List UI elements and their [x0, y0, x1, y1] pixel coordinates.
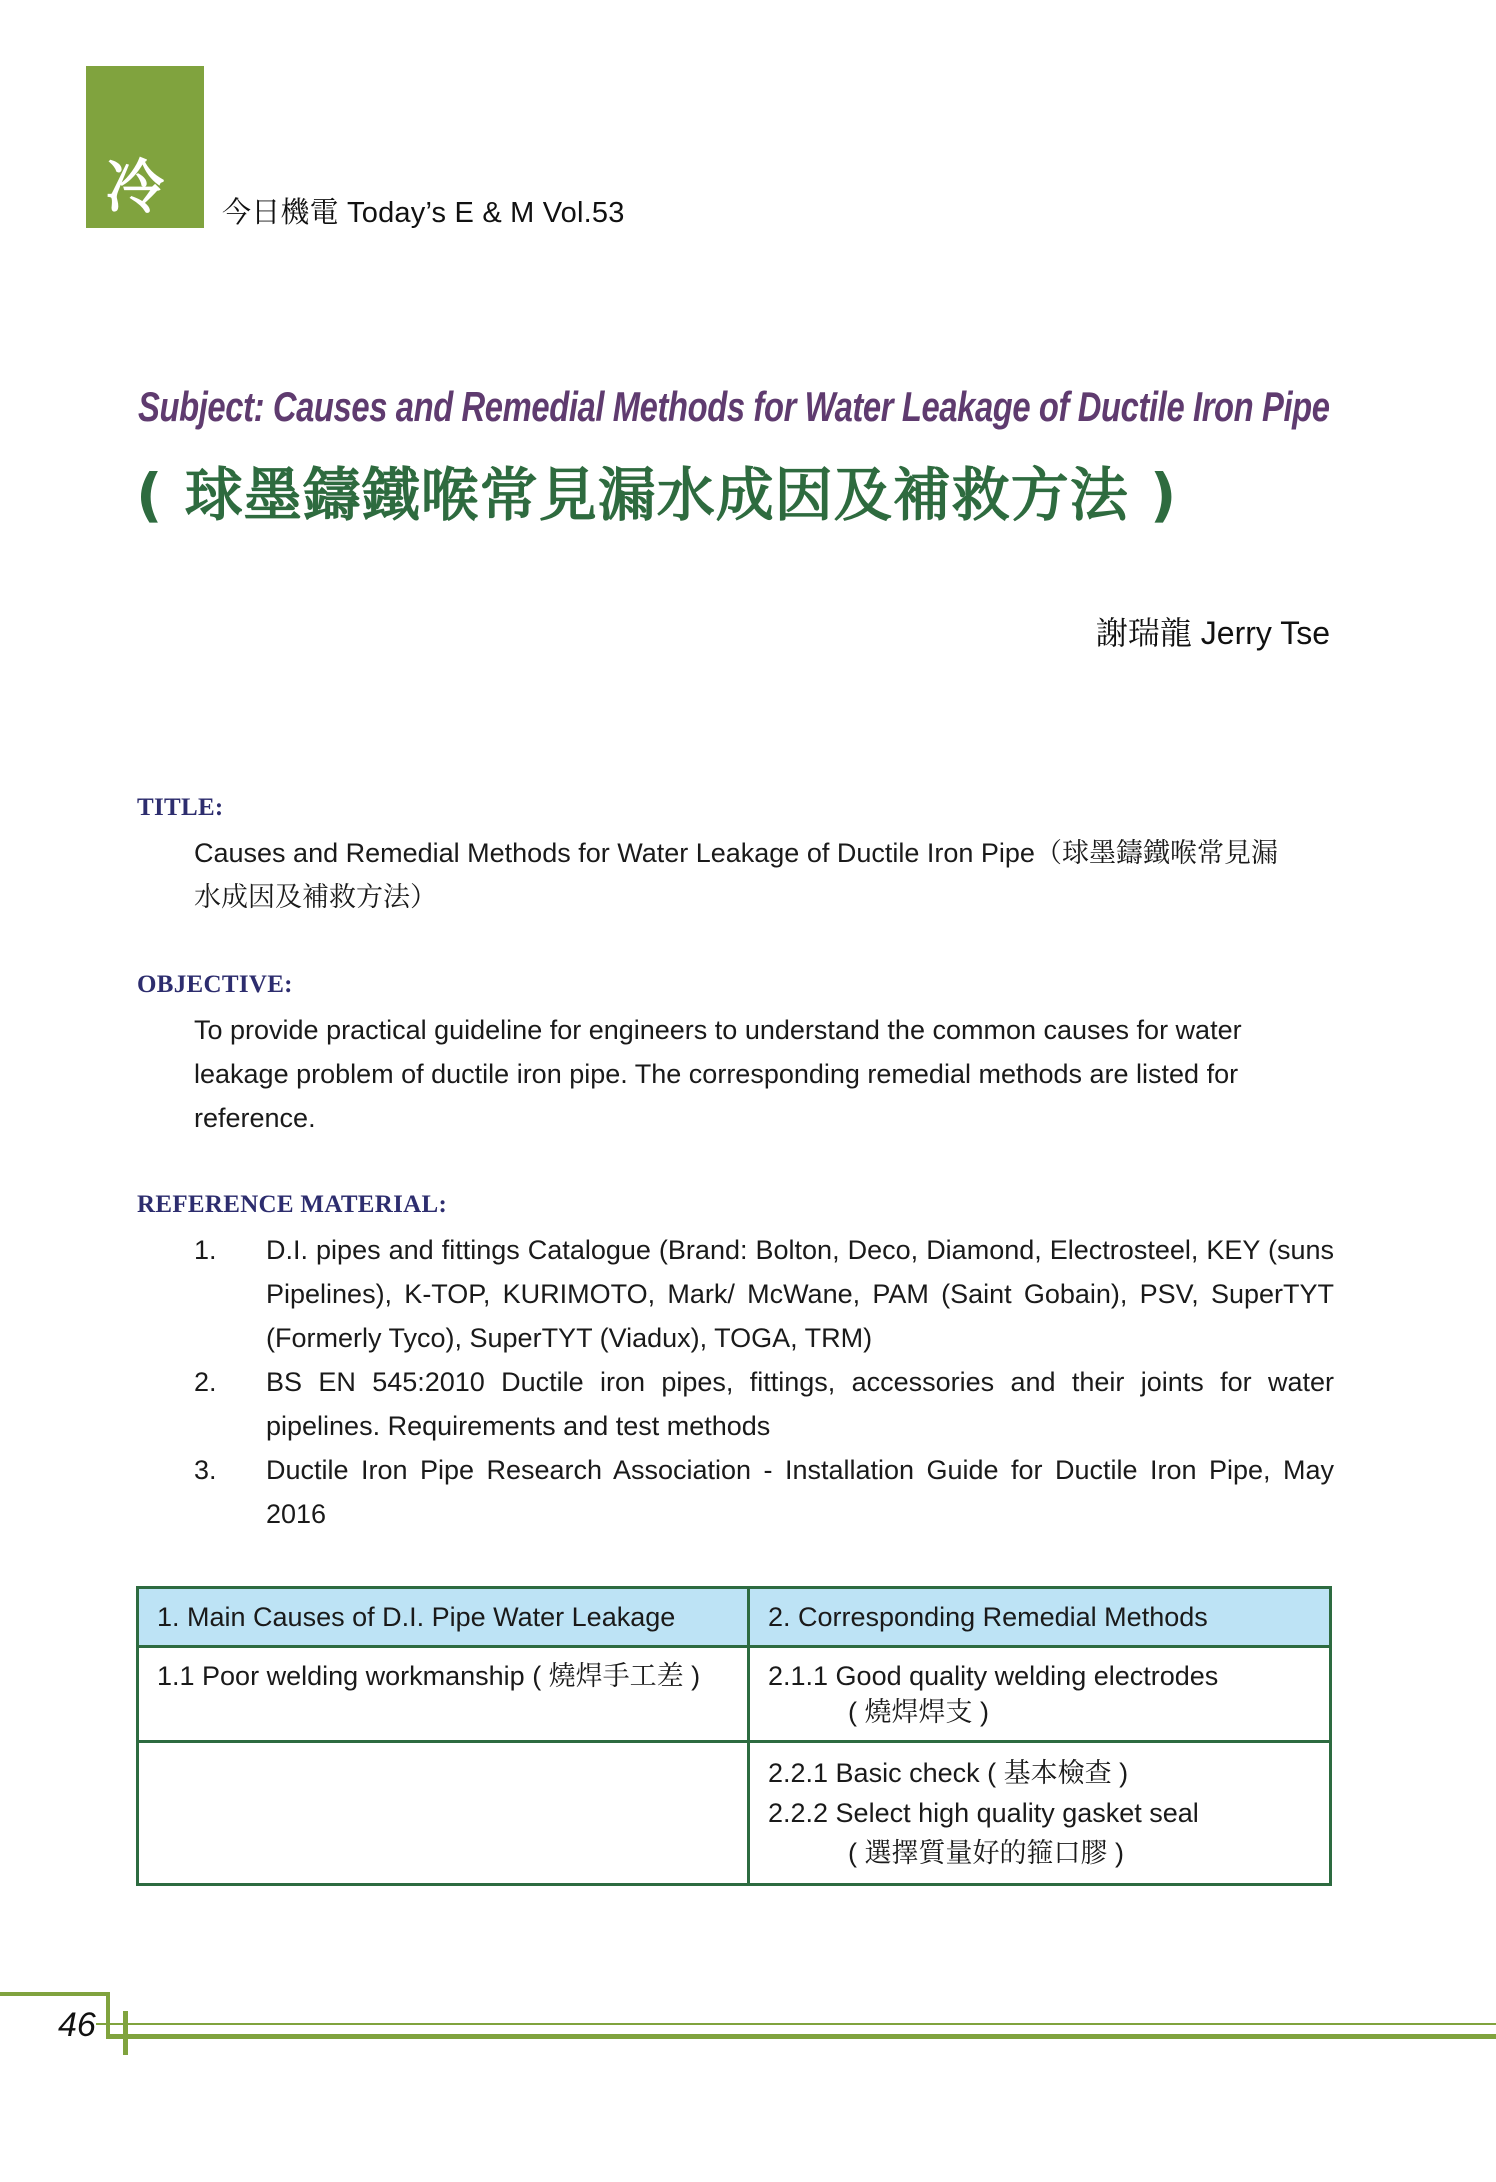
reference-text: D.I. pipes and fittings Catalogue (Brand: Bolton, Deco, Diamond, Electrosteel, KEY (suns Pipelines), K-TOP, KURIMOTO, Mark/ McWane, PAM (Saint Gobain), PSV, SuperTYT (Formerly Tyco), SuperTYT (Viadux), TOGA, TRM) — [266, 1235, 1334, 1353]
remedy-cell — [749, 1647, 1331, 1742]
author-byline — [1096, 608, 1330, 654]
footer-rule-corner — [106, 1992, 110, 2038]
title-heading: TITLE: — [137, 794, 224, 821]
objective-heading: OBJECTIVE: — [137, 971, 293, 998]
objective-text: To provide practical guideline for engineers to understand the common causes for water leakage problem of ductile iron pipe. The corresponding remedial methods are listed for reference. — [194, 1015, 1242, 1133]
section-glyph: 冷 — [106, 153, 165, 221]
footer-rule-top — [0, 1992, 110, 1996]
author-english-name: Jerry Tse — [1200, 615, 1330, 651]
subject-title-chinese: ( 球墨鑄鐵喉常見漏水成因及補救方法 ) — [136, 461, 1178, 529]
cause-cell — [138, 1742, 749, 1885]
subject-title-english: Subject: Causes and Remedial Methods for Water Leakage of Ductile Iron Pipe — [138, 383, 1330, 430]
remedy-item-chinese: ( 燒焊焊支 ) — [848, 1697, 989, 1727]
remedy-cell — [749, 1742, 1331, 1885]
page-number: 46 — [58, 2006, 96, 2044]
table-row — [138, 1647, 1331, 1742]
title-text-line1: Causes and Remedial Methods for Water Leakage of Ductile Iron Pipe（球墨鑄鐵喉常見漏 — [194, 838, 1278, 868]
remedy-item: 2.2.2 Select high quality gasket seal — [768, 1798, 1199, 1828]
reference-item — [194, 1360, 1334, 1448]
reference-number: 3. — [194, 1455, 217, 1485]
title-text-line2: 水成因及補救方法） — [194, 882, 437, 912]
remedy-item: 2.2.1 Basic check ( 基本檢查 ) — [768, 1758, 1129, 1788]
header-remedial-methods: 2. Corresponding Remedial Methods — [749, 1588, 1331, 1647]
author-chinese-name: 謝瑞龍 — [1095, 615, 1192, 651]
remedy-item-chinese: ( 選擇質量好的箍口膠 ) — [848, 1838, 1124, 1868]
reference-text: Ductile Iron Pipe Research Association - Installation Guide for Ductile Iron Pipe, May 2016 — [266, 1455, 1334, 1529]
section-tab-block — [86, 66, 204, 228]
reference-number: 1. — [194, 1235, 217, 1265]
footer-tick-mark — [123, 2011, 128, 2055]
table-header-row — [138, 1588, 1331, 1647]
reference-item — [194, 1448, 1334, 1536]
causes-remedies-table — [136, 1586, 1332, 1886]
cause-cell: 1.1 Poor welding workmanship ( 燒焊手工差 ) — [138, 1647, 749, 1742]
reference-heading: REFERENCE MATERIAL: — [137, 1191, 448, 1218]
reference-list — [194, 1228, 1334, 1536]
reference-item — [194, 1228, 1334, 1360]
table-row — [138, 1742, 1331, 1885]
header-main-causes: 1. Main Causes of D.I. Pipe Water Leakage — [138, 1588, 749, 1647]
magazine-title: 今日機電 Today’s E & M Vol.53 — [222, 197, 625, 229]
remedy-item: 2.1.1 Good quality welding electrodes — [768, 1661, 1219, 1691]
footer-rule-thin — [96, 2023, 1496, 2025]
reference-text: BS EN 545:2010 Ductile iron pipes, fittings, accessories and their joints for water pipelines. Requirements and test methods — [266, 1367, 1334, 1441]
footer-rule-bottom — [106, 2034, 1496, 2039]
reference-number: 2. — [194, 1367, 217, 1397]
title-text — [194, 831, 1334, 919]
